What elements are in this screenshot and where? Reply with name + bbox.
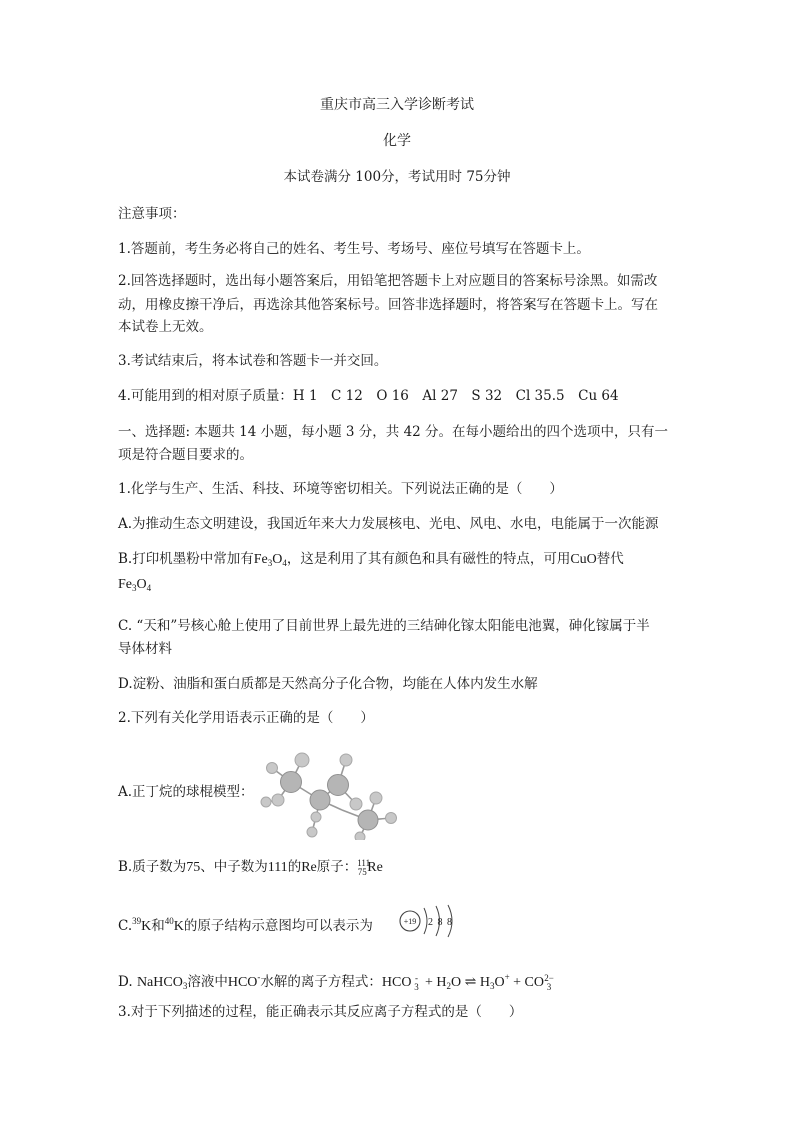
question-1-option-b-line-2: $Fe_3O_4$ (118, 577, 152, 593)
formula-cuo: CuO (570, 552, 597, 567)
question-2-option-c: C.$^{39}$K和$^{40}$K的原子结构示意图均可以表示为 (118, 916, 373, 934)
svg-text:+19: +19 (403, 917, 417, 926)
formula-fe3o4: $Fe_3O_4$ (253, 552, 287, 568)
potassium-atomic-structure-diagram (398, 904, 460, 938)
notice-item-1: 1.答题前，考生务必将自己的姓名、考生号、考场号、座位号填写在答题卡上。 (118, 241, 590, 257)
notice-heading: 注意事项： (118, 206, 186, 222)
question-1-option-b: B.打印机墨粉中常加有$Fe_3O_4$，这是利用了其有颜色和具有磁性的特点，可用CuO替代 (118, 551, 624, 568)
question-1-option-d: D.淀粉、油脂和蛋白质都是天然高分子化合物，均能在人体内发生水解 (118, 676, 538, 692)
question-2-option-b: B.质子数为75、中子数为111的Re原子： 111 75 Re (118, 858, 383, 877)
exam-title: 重庆市高三入学诊断考试 (320, 97, 474, 113)
notice-item-3: 3.考试结束后，将本试卷和答题卡一并交回。 (118, 353, 388, 369)
question-3-stem: 3.对于下列描述的过程，能正确表示其反应离子方程式的是（ ） (118, 1004, 523, 1020)
butane-ball-stick-model (258, 742, 398, 840)
notice-item-2-line-2: 动，用橡皮擦干净后，再选涂其他答案标号。回答非选择题时，将答案写在答题卡上。写在 (118, 297, 658, 313)
section-1-line-2: 项是符合题目要求的。 (118, 447, 253, 463)
subject-title: 化学 (383, 133, 411, 149)
formula-hco3-ion: HCO- (227, 972, 261, 990)
exam-info: 本试卷满分 100分，考试用时 75分钟 (283, 169, 511, 185)
question-1-stem: 1.化学与生产、生活、科技、环境等密切相关。下列说法正确的是（ ） (118, 481, 563, 497)
question-2-option-d: D. NaHCO$_3$溶液中HCO-水解的离子方程式：HCO - 3 + $H_2O$ ⇌ $H_3O^+$ + CO 2− 3 (118, 972, 554, 992)
question-1-option-c-line-1: C. “天和”号核心舱上使用了目前世界上最先进的三结砷化镓太阳能电池翼，砷化镓属于半 (118, 618, 650, 634)
svg-text:2 8 8: 2 8 8 (428, 917, 452, 928)
question-1-option-a: A.为推动生态文明建设，我国近年来大力发展核电、光电、风电、水电，电能属于一次能源 (118, 516, 659, 532)
hydrolysis-equation: HCO - 3 + $H_2O$ ⇌ $H_3O^+$ + CO 2− 3 (381, 972, 554, 992)
question-1-option-c-line-2: 导体材料 (118, 641, 172, 657)
notice-item-4: 4.可能用到的相对原子质量：H 1 C 12 O 16 Al 27 S 32 Cl 35.5 Cu 64 (118, 388, 619, 404)
question-2-stem: 2.下列有关化学用语表示正确的是（ ） (118, 710, 374, 726)
question-2-option-a: A.正丁烷的球棍模型： (118, 784, 254, 800)
notice-item-2-line-1: 2.回答选择题时，选出每小题答案后，用铅笔把答题卡上对应题目的答案标号涂黑。如需改 (118, 273, 658, 289)
notice-item-2-line-3: 本试卷上无效。 (118, 319, 213, 335)
section-1-line-1: 一、选择题: 本题共 14 小题，每小题 3 分，共 42 分。在每小题给出的四个选项中，只有一 (118, 424, 669, 440)
formula-nahco3: NaHCO$_3$ (136, 975, 188, 991)
nuclide-symbol-re: 111 75 (357, 858, 371, 877)
